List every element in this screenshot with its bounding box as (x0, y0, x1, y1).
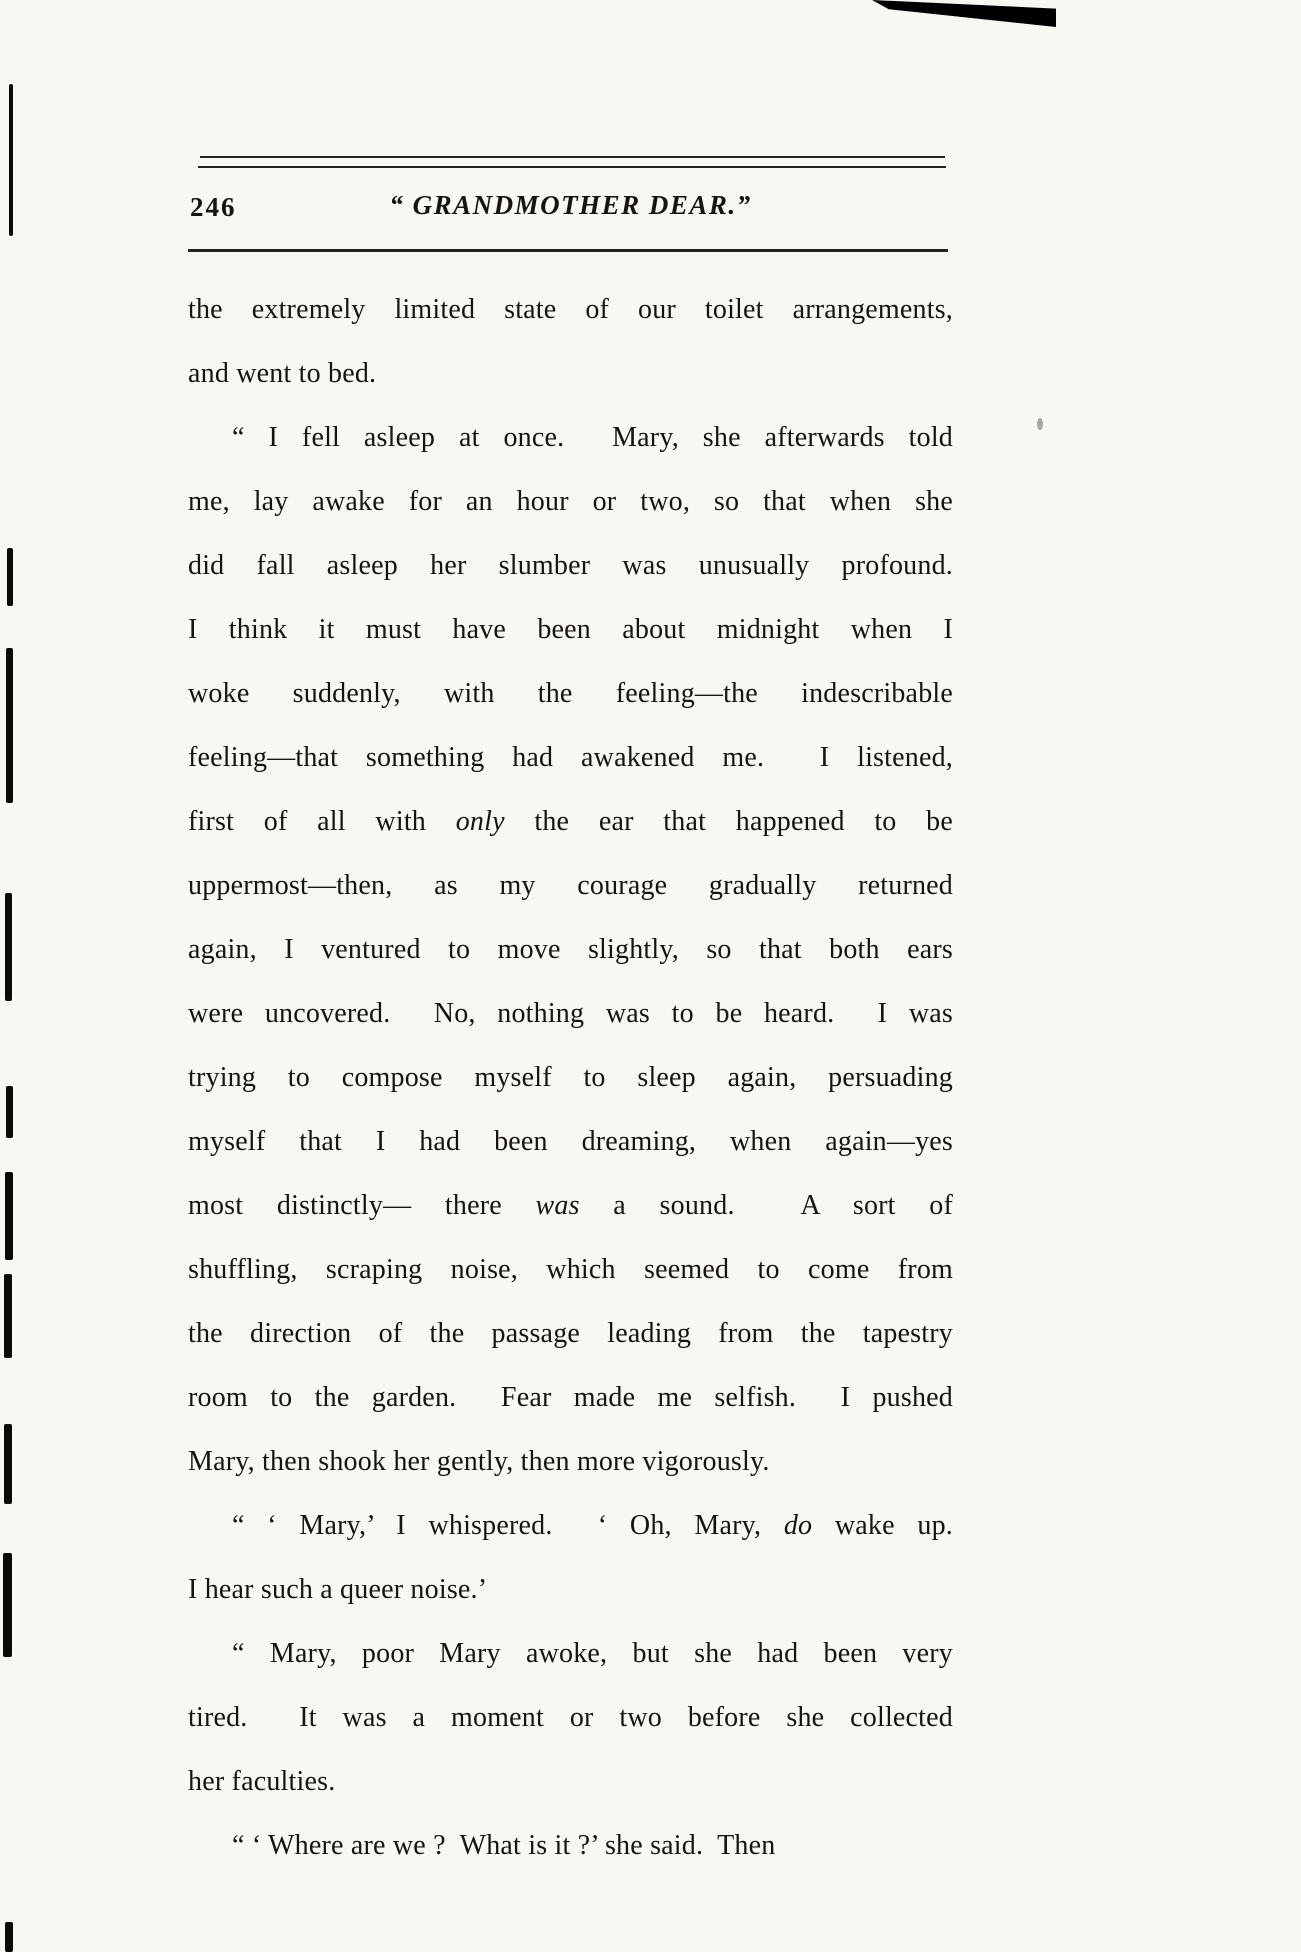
scan-mark (3, 1553, 12, 1657)
text-line: “ Mary, poor Mary awoke, but she had been very (232, 1638, 953, 1669)
text-line: me, lay awake for an hour or two, so that when she (188, 486, 953, 517)
header-rule-top (200, 156, 945, 158)
text-line: woke suddenly, with the feeling—the indescribable (188, 678, 953, 709)
text-line: Mary, then shook her gently, then more vigorously. (188, 1446, 770, 1477)
running-header (188, 188, 953, 234)
text-line: feeling—that something had awakened me. I listened, (188, 742, 953, 773)
header-title: “ GRANDMOTHER DEAR.” (389, 190, 752, 220)
text-line: did fall asleep her slumber was unusually profound. (188, 550, 953, 581)
text-line: tired. It was a moment or two before she collected (188, 1702, 953, 1733)
text-block (188, 278, 953, 1878)
page-number: 246 (190, 192, 237, 222)
text-line: and went to bed. (188, 358, 377, 389)
text-line: the direction of the passage leading from the tapestry (188, 1318, 953, 1349)
header-rule-top-second (198, 166, 946, 168)
header-rule-bottom (188, 249, 948, 252)
text-line: myself that I had been dreaming, when again—yes (188, 1126, 953, 1157)
text-line: most distinctly— there was a sound. A sort of (188, 1190, 953, 1221)
text-line: I hear such a queer noise.’ (188, 1574, 488, 1605)
scan-mark (4, 1424, 12, 1504)
scan-speck (1037, 418, 1043, 430)
text-line: her faculties. (188, 1766, 336, 1797)
scan-mark (6, 1086, 13, 1138)
scan-mark (5, 1922, 13, 1952)
text-line: “ ‘ Mary,’ I whispered. ‘ Oh, Mary, do wake up. (232, 1510, 953, 1541)
text-line: uppermost—then, as my courage gradually returned (188, 870, 953, 901)
scan-corner-artifact (872, 0, 1056, 27)
scan-mark (4, 1274, 12, 1358)
text-line: shuffling, scraping noise, which seemed to come from (188, 1254, 953, 1285)
text-line: “ I fell asleep at once. Mary, she afterwards told (232, 422, 953, 453)
text-line: were uncovered. No, nothing was to be heard. I was (188, 998, 953, 1029)
scan-mark (5, 893, 12, 1001)
text-line: again, I ventured to move slightly, so that both ears (188, 934, 953, 965)
scan-mark (5, 1172, 13, 1260)
scan-mark (7, 548, 13, 606)
text-line: the extremely limited state of our toilet arrangements, (188, 294, 953, 325)
scan-mark (9, 84, 13, 236)
text-line: trying to compose myself to sleep again, persuading (188, 1062, 953, 1093)
text-line: first of all with only the ear that happened to be (188, 806, 953, 837)
text-line: room to the garden. Fear made me selfish. I pushed (188, 1382, 953, 1413)
text-line: “ ‘ Where are we ? What is it ?’ she said. Then (232, 1830, 776, 1861)
text-line: I think it must have been about midnight when I (188, 614, 953, 645)
scan-mark (6, 648, 13, 803)
